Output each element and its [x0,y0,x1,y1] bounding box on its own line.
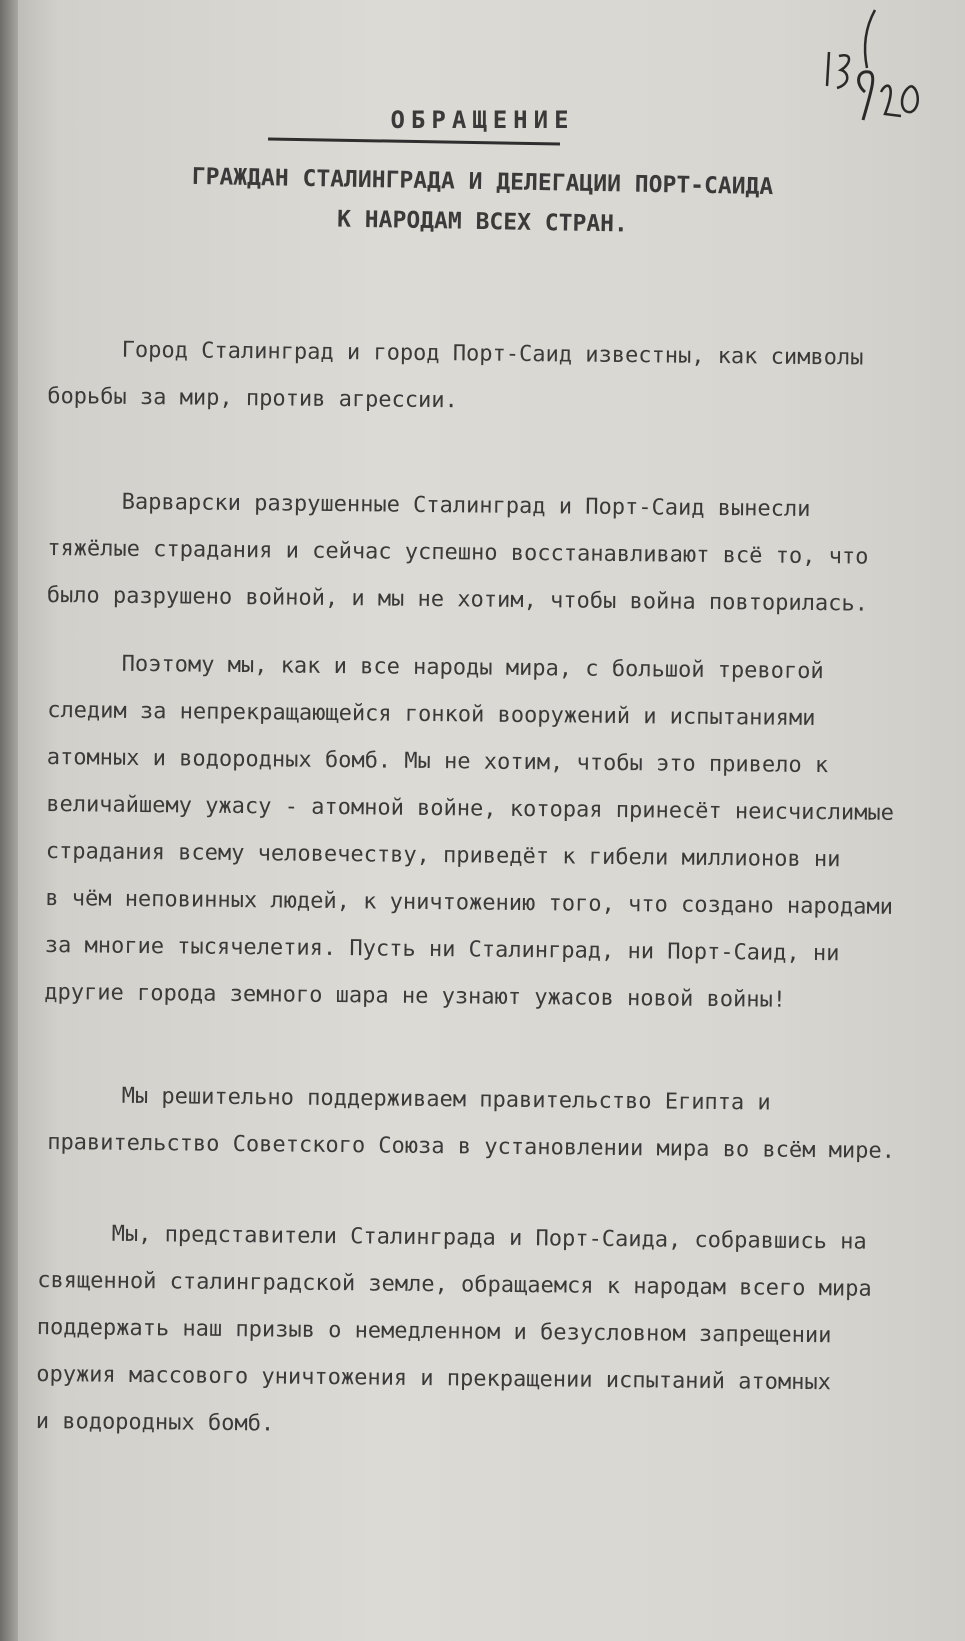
paragraph-2 [47,478,938,628]
document-subtitle-line-1: ГРАЖДАН СТАЛИНГРАДА И ДЕЛЕГАЦИИ ПОРТ-САИДА [191,163,774,201]
text-line: правительство Советского Союза в установлении мира во всём мире. [47,1129,896,1164]
text-line: оружия массового уничтожения и прекращении испытаний атомных [36,1361,832,1396]
paragraph-3 [44,640,938,1025]
text-line: и водородных бомб. [35,1408,275,1437]
paragraph-1 [47,326,938,429]
text-line: в чём неповинных людей, к уничтожению того, что создано народами [45,885,894,920]
text-line: атомных и водородных бомб. Мы не хотим, чтобы это привело к [46,744,829,779]
text-line: величайшему ужасу - атомной войне, которая принесёт неисчислимые [46,791,895,826]
text-line: Мы, представители Сталинграда и Порт-Саида, собравшись на [111,1221,867,1255]
document-title: ОБРАЩЕНИЕ [390,106,575,134]
text-line: поддержать наш призыв о немедленном и безусловном запрещении [36,1314,832,1349]
title-underline [268,137,560,145]
text-line: священной сталинградской земле, обращаемся к народам всего мира [37,1267,872,1302]
text-line: было разрушено войной, и мы не хотим, чтобы война повторилась. [46,582,869,617]
paragraph-5 [36,1210,928,1454]
document-subtitle-line-2: К НАРОДАМ ВСЕХ СТРАН. [336,206,629,238]
text-line: страдания всему человечеству, приведёт к гибели миллионов ни [45,838,841,873]
text-line: Город Сталинград и город Порт-Саид известны, как символы [121,337,864,371]
text-line: Мы решительно поддерживаем правительство Египта и [121,1083,771,1116]
text-line: другие города земного шара не узнают ужасов новой войны! [44,979,787,1013]
text-line: Поэтому мы, как и все народы мира, с большой тревогой [121,651,824,685]
text-line: тяжёлые страдания и сейчас успешно восстанавливают всё то, что [47,535,869,570]
paragraph-4 [47,1072,938,1175]
text-line: за многие тысячелетия. Пусть ни Сталинград, ни Порт-Саид, ни [44,932,840,967]
text-line: борьбы за мир, против агрессии. [47,383,458,414]
text-line: Варварски разрушенные Сталинград и Порт-Саид вынесли [121,489,811,522]
text-line: следим за непрекращающейся гонкой вооружений и испытаниями [47,697,816,732]
